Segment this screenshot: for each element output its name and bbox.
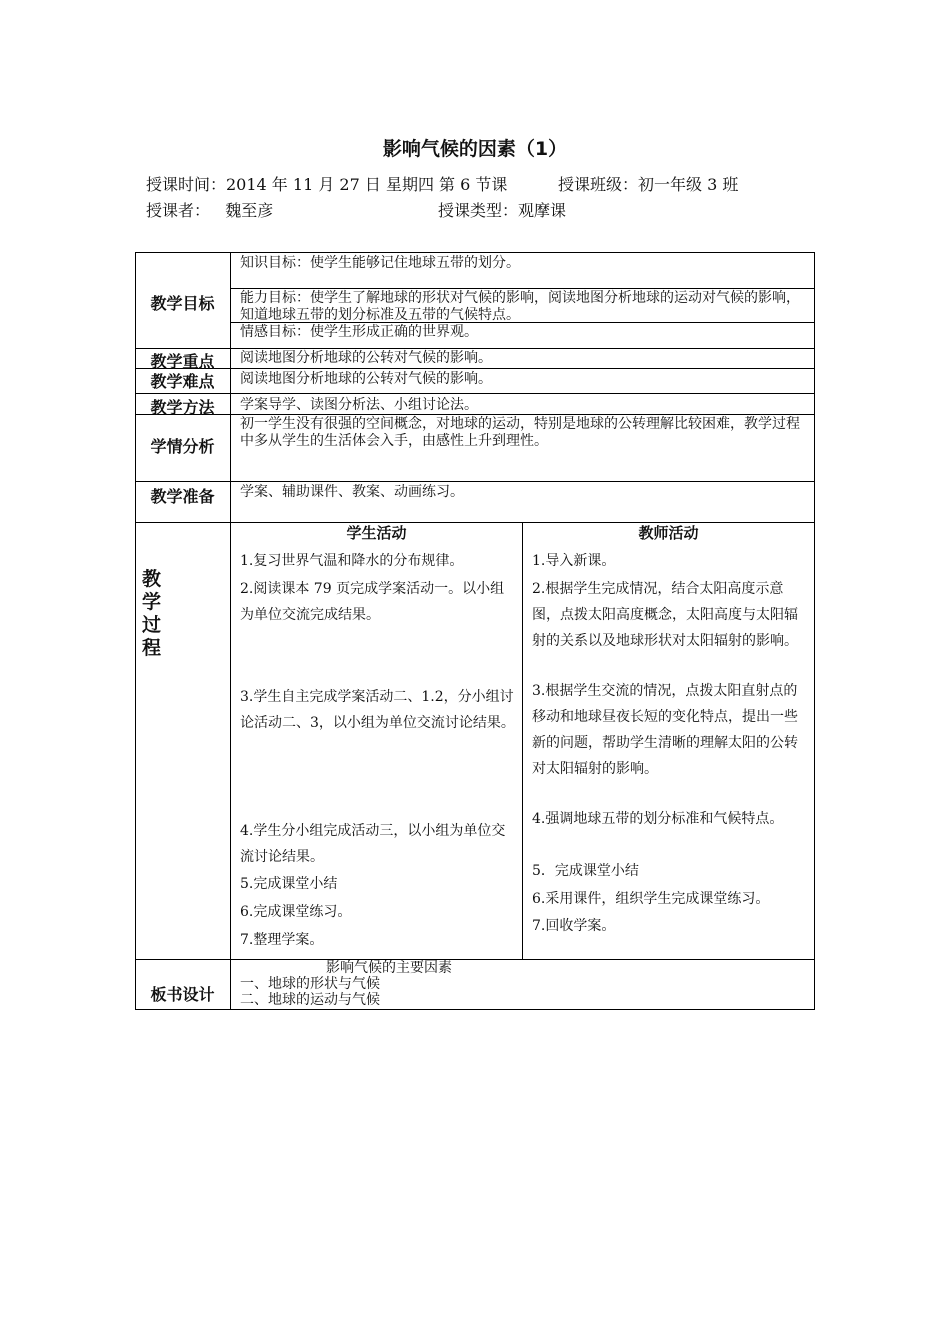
table-line — [230, 288, 815, 289]
goal-ability: 能力目标：使学生了解地球的形状对气候的影响，阅读地图分析地球的运动对气候的影响，知道地球五带的划分标准及五带的气候特点。 — [240, 290, 800, 323]
table-divider-label — [230, 252, 231, 1010]
teacher-activity-item: 3.根据学生交流的情况，点拨太阳直射点的移动和地球昼夜长短的变化特点，提出一些新的问题，帮助学生清晰的理解太阳的公转对太阳辐射的影响。 — [532, 683, 798, 777]
teacher-activity-item: 2.根据学生完成情况，结合太阳高度示意图，点拨太阳高度概念，太阳高度与太阳辐射的关系以及地球形状对太阳辐射的影响。 — [532, 581, 798, 649]
table-border-right — [814, 252, 815, 1010]
student-activity-item: 5.完成课堂小结 — [240, 876, 338, 892]
teacher-activity-item: 4.强调地球五带的划分标准和气候特点。 — [532, 811, 784, 827]
table-line — [135, 959, 815, 960]
student-activity-item: 6.完成课堂练习。 — [240, 904, 352, 920]
board-line-2: 二、地球的运动与气候 — [240, 992, 380, 1008]
student-activity-item: 2.阅读课本 79 页完成学案活动一。以小组为单位交流完成结果。 — [240, 581, 505, 623]
preparation-label: 教学准备 — [150, 487, 215, 506]
student-activity-item: 3.学生自主完成学案活动二、1.2，分小组讨论活动二、3，以小组为单位交流讨论结果。 — [240, 689, 515, 731]
lesson-type: 授课类型：观摩课 — [438, 201, 567, 220]
methods-text: 学案导学、读图分析法、小组讨论法。 — [240, 397, 478, 413]
board-label: 板书设计 — [150, 985, 215, 1004]
goal-knowledge: 知识目标：使学生能够记住地球五带的划分。 — [240, 255, 520, 271]
lesson-time: 授课时间：2014 年 11 月 27 日 星期四 第 6 节课 — [146, 175, 508, 194]
table-divider-activities — [522, 522, 523, 959]
key-points-label: 教学重点 — [150, 352, 215, 371]
analysis-text: 初一学生没有很强的空间概念，对地球的运动，特别是地球的公转理解比较困难，教学过程中多从学生的生活体会入手，由感性上升到理性。 — [240, 416, 800, 449]
key-points-text: 阅读地图分析地球的公转对气候的影响。 — [240, 350, 492, 366]
student-activities-header: 学生活动 — [346, 524, 407, 542]
lesson-class: 授课班级：初一年级 3 班 — [558, 175, 739, 194]
process-label: 教学过程 — [142, 568, 162, 659]
lesson-teacher: 授课者： 魏至彦 — [146, 201, 274, 220]
teacher-activity-item: 1.导入新课。 — [532, 553, 616, 569]
goals-label: 教学目标 — [150, 294, 215, 313]
teacher-activity-item: 6.采用课件，组织学生完成课堂练习。 — [532, 891, 770, 907]
difficulties-label: 教学难点 — [150, 372, 215, 391]
methods-label: 教学方法 — [150, 398, 215, 417]
student-activity-item: 4.学生分小组完成活动三，以小组为单位交流讨论结果。 — [240, 823, 506, 865]
table-line — [135, 368, 815, 369]
table-line — [135, 414, 815, 415]
table-border-bottom — [135, 1009, 815, 1010]
preparation-text: 学案、辅助课件、教案、动画练习。 — [240, 484, 464, 500]
table-line — [135, 393, 815, 394]
student-activity-item: 7.整理学案。 — [240, 932, 324, 948]
table-border-top — [135, 252, 815, 253]
page-title: 影响气候的因素（1） — [382, 138, 568, 160]
goal-emotion: 情感目标：使学生形成正确的世界观。 — [240, 324, 478, 340]
teacher-activity-item: 5．完成课堂小结 — [532, 863, 639, 879]
student-activity-item: 1.复习世界气温和降水的分布规律。 — [240, 553, 464, 569]
board-line-1: 一、地球的形状与气候 — [240, 976, 380, 992]
teacher-activities-header: 教师活动 — [638, 524, 699, 542]
difficulties-text: 阅读地图分析地球的公转对气候的影响。 — [240, 371, 492, 387]
board-title: 影响气候的主要因素 — [326, 960, 452, 976]
analysis-label: 学情分析 — [150, 437, 215, 456]
teacher-activity-item: 7.回收学案。 — [532, 918, 616, 934]
table-line — [135, 348, 815, 349]
table-line — [135, 481, 815, 482]
